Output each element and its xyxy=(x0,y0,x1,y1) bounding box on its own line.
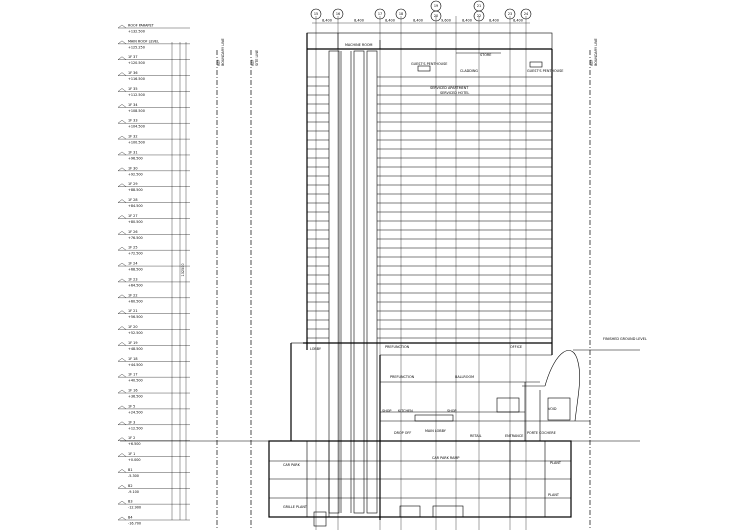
level-marker xyxy=(118,136,126,139)
level-elevation: +56.500 xyxy=(128,315,143,320)
dimension-label: 8,400 xyxy=(489,18,499,23)
level-marker xyxy=(118,120,126,123)
room-label: RETAIL xyxy=(470,434,482,438)
level-marker xyxy=(118,263,126,266)
ground-line xyxy=(120,337,647,441)
level-name: B4 xyxy=(128,515,133,520)
level-elevation: -5.300 xyxy=(128,473,139,478)
room-label: CAR PARK xyxy=(283,463,300,467)
dimension-label: 8,400 xyxy=(462,18,472,23)
overall-height-dim: 132500 xyxy=(181,263,185,277)
room-label: SHOP xyxy=(447,409,457,413)
level-name: 1F 18 xyxy=(128,356,138,361)
room-label: SHOP xyxy=(382,409,392,413)
dimension-label: 8,400 xyxy=(322,18,332,23)
level-name: 1F 32 xyxy=(128,134,138,139)
ref-label: REF xyxy=(217,59,221,66)
level-marker xyxy=(118,73,126,76)
level-marker xyxy=(118,469,126,472)
level-marker xyxy=(118,390,126,393)
room-label: SERVICED HOTEL xyxy=(440,91,470,95)
level-marker xyxy=(118,422,126,425)
room-label: PREFUNCTION xyxy=(390,375,415,379)
room-label: LOBBY xyxy=(310,347,321,351)
level-elevation: +68.500 xyxy=(128,267,143,272)
level-elevation: +88.500 xyxy=(128,188,143,193)
level-name: 1F 31 xyxy=(128,150,138,155)
level-marker xyxy=(118,104,126,107)
grid-bubble-label: 21 xyxy=(476,4,482,9)
level-elevation: +100.500 xyxy=(128,140,145,145)
level-name: 1F 3 xyxy=(128,420,136,425)
level-elevation: +72.500 xyxy=(128,251,143,256)
level-marker xyxy=(118,342,126,345)
ref-sublabel: BOUNDARY LINE xyxy=(221,38,225,66)
level-marker xyxy=(118,374,126,377)
tower-section xyxy=(269,33,590,526)
room-label: GUEST'S PENTHOUSE xyxy=(411,62,448,66)
level-elevation: +36.500 xyxy=(128,394,143,399)
grid-bubble-label: 20 xyxy=(433,14,439,19)
room-label: PLANT xyxy=(548,493,559,497)
room-label: MAIN LOBBY xyxy=(425,429,446,433)
room-label: GUEST'S PENTHOUSE xyxy=(527,69,564,73)
grid-bubble-label: 16 xyxy=(335,12,341,17)
level-name: 1F 2 xyxy=(128,436,136,441)
level-name: 1F 16 xyxy=(128,388,138,393)
level-name: 1F 37 xyxy=(128,55,138,60)
level-marker xyxy=(118,438,126,441)
level-name: 1F 36 xyxy=(128,71,138,76)
level-name: 1F 24 xyxy=(128,261,138,266)
level-marker xyxy=(118,88,126,91)
grid-bubble-label: 24 xyxy=(523,12,529,17)
level-elevation: +12.500 xyxy=(128,426,143,431)
level-name: B1 xyxy=(128,467,133,472)
level-elevation: +116.500 xyxy=(128,77,145,82)
level-marker xyxy=(118,25,126,28)
level-elevation: +48.500 xyxy=(128,346,143,351)
level-marker xyxy=(118,358,126,361)
room-label: PORTE COCHERE xyxy=(527,431,556,435)
grid-bubble xyxy=(431,1,441,11)
level-name: B2 xyxy=(128,483,133,488)
level-name: 1F 20 xyxy=(128,325,138,330)
level-elevation: +64.500 xyxy=(128,283,143,288)
grid-bubble xyxy=(474,1,484,11)
level-elevation: -16.700 xyxy=(128,521,142,526)
level-marker xyxy=(118,454,126,457)
level-name: 1F 28 xyxy=(128,198,138,203)
level-marker xyxy=(118,406,126,409)
grid-bubble-label: 19 xyxy=(433,4,439,9)
dimension-label: 9,600 xyxy=(441,18,451,23)
level-elevation: +104.500 xyxy=(128,124,145,129)
level-elevation: +0.000 xyxy=(128,458,141,463)
level-marker xyxy=(118,327,126,330)
floor-slabs xyxy=(307,77,552,338)
grid-bubble-label: 17 xyxy=(377,12,383,17)
grid-bubble-label: 15 xyxy=(313,12,319,17)
level-name: 1F 27 xyxy=(128,213,138,218)
dimension-label: 8,400 xyxy=(385,18,395,23)
level-elevation: -12.900 xyxy=(128,505,142,510)
level-name: 1F 25 xyxy=(128,245,138,250)
grid-lines xyxy=(217,16,590,530)
room-label: ENTRANCE xyxy=(505,434,524,438)
ground-level-label: FINISHED GROUND LEVEL xyxy=(603,337,647,341)
room-label: OFFICE xyxy=(510,345,523,349)
ref-sublabel: SITE LINE xyxy=(255,49,259,66)
room-label: KITCHEN xyxy=(398,409,413,413)
level-name: ROOF PARAPET xyxy=(128,23,154,28)
level-marker xyxy=(118,231,126,234)
level-marker xyxy=(118,501,126,504)
level-name: 1F 33 xyxy=(128,118,138,123)
level-elevation: +52.500 xyxy=(128,331,143,336)
level-elevation: +132.500 xyxy=(128,29,145,34)
level-marker xyxy=(118,57,126,60)
level-elevation: +6.500 xyxy=(128,442,141,447)
level-name: 1F 34 xyxy=(128,102,138,107)
level-elevation: +24.500 xyxy=(128,410,143,415)
level-name: 1F 1 xyxy=(128,452,136,457)
level-name: MAIN ROOF LEVEL xyxy=(128,39,159,44)
room-label: PLANT xyxy=(550,461,561,465)
grid-bubble-label: 18 xyxy=(398,12,404,17)
level-elevation: +96.500 xyxy=(128,156,143,161)
level-name: 1F 17 xyxy=(128,372,138,377)
room-label: PREFUNCTION xyxy=(385,345,410,349)
level-marker xyxy=(118,485,126,488)
level-name: 1F 26 xyxy=(128,229,138,234)
level-elevation: +120.500 xyxy=(128,61,145,66)
level-name: 1F 19 xyxy=(128,340,138,345)
level-name: 1F 22 xyxy=(128,293,138,298)
room-label: GRILLE PLANT xyxy=(283,505,307,509)
top-dimension-string xyxy=(312,19,530,24)
level-marker xyxy=(118,295,126,298)
level-elevation: +108.500 xyxy=(128,108,145,113)
room-label: CAR PARK RAMP xyxy=(432,456,460,460)
room-label: STORE xyxy=(480,53,492,57)
room-label: DROP OFF xyxy=(394,431,412,435)
level-elevation: +92.500 xyxy=(128,172,143,177)
level-name: 1F 35 xyxy=(128,86,138,91)
level-elevation: +84.500 xyxy=(128,204,143,209)
ref-sublabel: BOUNDARY LINE xyxy=(594,38,598,66)
grid-bubble-label: 23 xyxy=(507,12,513,17)
level-elevation: +76.500 xyxy=(128,235,143,240)
level-elevation: +112.500 xyxy=(128,92,145,97)
dimension-label: 8,400 xyxy=(413,18,423,23)
level-elevation: -9.100 xyxy=(128,489,139,494)
level-name: 1F 5 xyxy=(128,404,136,409)
ref-label: REF xyxy=(590,59,594,66)
level-marker xyxy=(118,247,126,250)
level-name: 1F 29 xyxy=(128,182,138,187)
level-marker xyxy=(118,200,126,203)
level-marker xyxy=(118,517,126,520)
dimension-label: 8,400 xyxy=(354,18,364,23)
level-elevation: +44.500 xyxy=(128,362,143,367)
level-marker xyxy=(118,215,126,218)
room-label: VOID xyxy=(548,407,557,411)
level-ladder xyxy=(118,24,190,526)
dimension-label: 8,400 xyxy=(513,18,523,23)
room-label: BALLROOM xyxy=(455,375,475,379)
level-marker xyxy=(118,184,126,187)
level-elevation: +80.500 xyxy=(128,219,143,224)
level-elevation: +125.250 xyxy=(128,45,145,50)
room-label: CLADDING xyxy=(460,69,479,73)
grid-bubble-label: 22 xyxy=(476,14,482,19)
level-marker xyxy=(118,311,126,314)
level-name: 1F 21 xyxy=(128,309,138,314)
ref-label: REF xyxy=(251,59,255,66)
level-marker xyxy=(118,168,126,171)
level-marker xyxy=(118,152,126,155)
level-elevation: +40.500 xyxy=(128,378,143,383)
room-label: SERVICED APARTMENT xyxy=(430,86,469,90)
room-label: MACHINE ROOM xyxy=(345,43,373,47)
level-name: 1F 23 xyxy=(128,277,138,282)
level-elevation: +60.500 xyxy=(128,299,143,304)
level-name: B3 xyxy=(128,499,133,504)
level-marker xyxy=(118,279,126,282)
level-name: 1F 30 xyxy=(128,166,138,171)
level-marker xyxy=(118,41,126,44)
